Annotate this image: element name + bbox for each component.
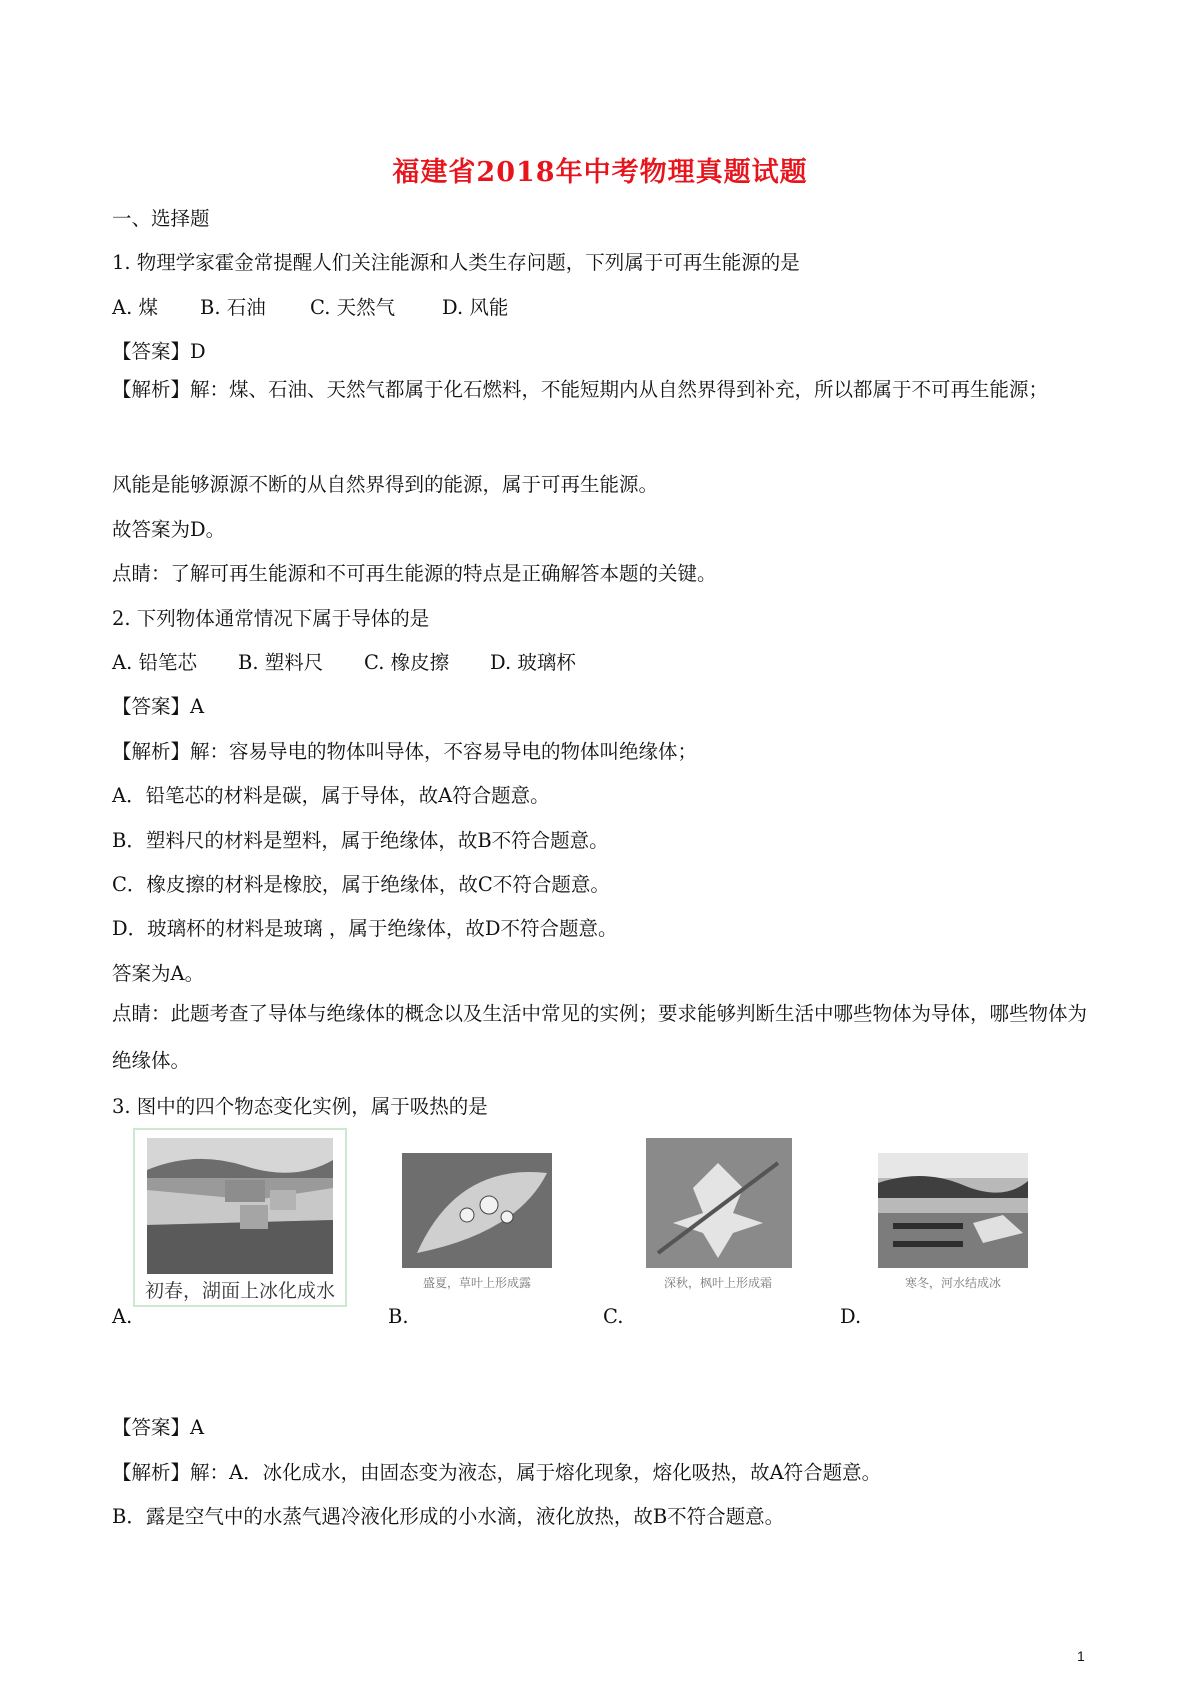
dew-leaf-photo bbox=[397, 1143, 557, 1271]
q1-option-c: C. 天然气 bbox=[310, 296, 396, 319]
q1-option-a: A. 煤 bbox=[112, 296, 158, 319]
q2-option-d: D. 玻璃杯 bbox=[490, 651, 576, 674]
page-title: 福建省2018年中考物理真题试题 bbox=[392, 157, 808, 188]
figure-b-label: B. bbox=[388, 1305, 409, 1328]
frozen-river-photo bbox=[873, 1143, 1033, 1271]
figure-c-image bbox=[638, 1133, 798, 1293]
q2-options bbox=[112, 647, 576, 675]
q1-line-2: 故答案为D。 bbox=[112, 518, 226, 541]
q2-option-c: C. 橡皮擦 bbox=[364, 651, 450, 674]
page-number: 1 bbox=[1077, 1648, 1085, 1664]
figure-d-image bbox=[873, 1143, 1033, 1293]
figure-d-label: D. bbox=[840, 1305, 862, 1328]
figure-b-caption: 盛夏，草叶上形成露 bbox=[397, 1272, 557, 1293]
figure-a-caption: 初春，湖面上冰化成水 bbox=[135, 1274, 345, 1305]
figure-d-caption: 寒冬，河水结成冰 bbox=[873, 1272, 1033, 1293]
figure-c-caption: 深秋，枫叶上形成霜 bbox=[638, 1272, 798, 1293]
q2-tip: 点睛：此题考查了导体与绝缘体的概念以及生活中常见的实例；要求能够判断生活中哪些物体为导体，哪些物体为绝缘体。 bbox=[112, 1002, 1088, 1072]
figure-b-image bbox=[397, 1143, 557, 1293]
frost-leaf-photo bbox=[638, 1133, 798, 1271]
section-heading: 一、选择题 bbox=[112, 207, 210, 230]
q1-options bbox=[112, 292, 508, 320]
q3-answer: 【答案】A bbox=[112, 1416, 205, 1439]
q2-option-a: A. 铅笔芯 bbox=[112, 651, 197, 674]
q2-line-d: D．玻璃杯的材料是玻璃 ，属于绝缘体，故D不符合题意。 bbox=[112, 917, 618, 940]
q2-answer: 【答案】A bbox=[112, 695, 205, 718]
q2-stem: 2. 下列物体通常情况下属于导体的是 bbox=[112, 607, 430, 630]
q2-line-answer: 答案为A。 bbox=[112, 962, 205, 985]
q1-line-1: 风能是能够源源不断的从自然界得到的能源，属于可再生能源。 bbox=[112, 473, 659, 496]
figure-c-label: C. bbox=[603, 1305, 624, 1328]
q2-analysis: 【解析】解：容易导电的物体叫导体，不容易导电的物体叫绝缘体； bbox=[112, 740, 698, 763]
q2-option-b: B. 塑料尺 bbox=[238, 651, 324, 674]
q3-stem: 3. 图中的四个物态变化实例，属于吸热的是 bbox=[112, 1095, 488, 1118]
q2-line-a: A．铅笔芯的材料是碳，属于导体，故A符合题意。 bbox=[112, 784, 550, 807]
q3-line-b: B．露是空气中的水蒸气遇冷液化形成的小水滴，液化放热，故B不符合题意。 bbox=[112, 1505, 785, 1528]
q1-answer: 【答案】D bbox=[112, 340, 206, 363]
ice-lake-photo bbox=[135, 1130, 345, 1280]
figure-a-label: A. bbox=[112, 1305, 133, 1328]
q2-line-c: C．橡皮擦的材料是橡胶，属于绝缘体，故C不符合题意。 bbox=[112, 873, 610, 896]
q3-analysis: 【解析】解：A．冰化成水，由固态变为液态，属于熔化现象，熔化吸热，故A符合题意。 bbox=[112, 1461, 882, 1484]
q1-option-d: D. 风能 bbox=[442, 296, 509, 319]
q2-line-b: B．塑料尺的材料是塑料，属于绝缘体，故B不符合题意。 bbox=[112, 829, 609, 852]
q1-stem: 1. 物理学家霍金常提醒人们关注能源和人类生存问题，下列属于可再生能源的是 bbox=[112, 251, 800, 274]
q1-analysis: 【解析】解：煤、石油、天然气都属于化石燃料，不能短期内从自然界得到补充，所以都属于不可再生能源； bbox=[112, 378, 1049, 401]
q1-option-b: B. 石油 bbox=[200, 296, 266, 319]
figure-a-image bbox=[133, 1128, 347, 1307]
q1-tip: 点睛：了解可再生能源和不可再生能源的特点是正确解答本题的关键。 bbox=[112, 562, 717, 585]
